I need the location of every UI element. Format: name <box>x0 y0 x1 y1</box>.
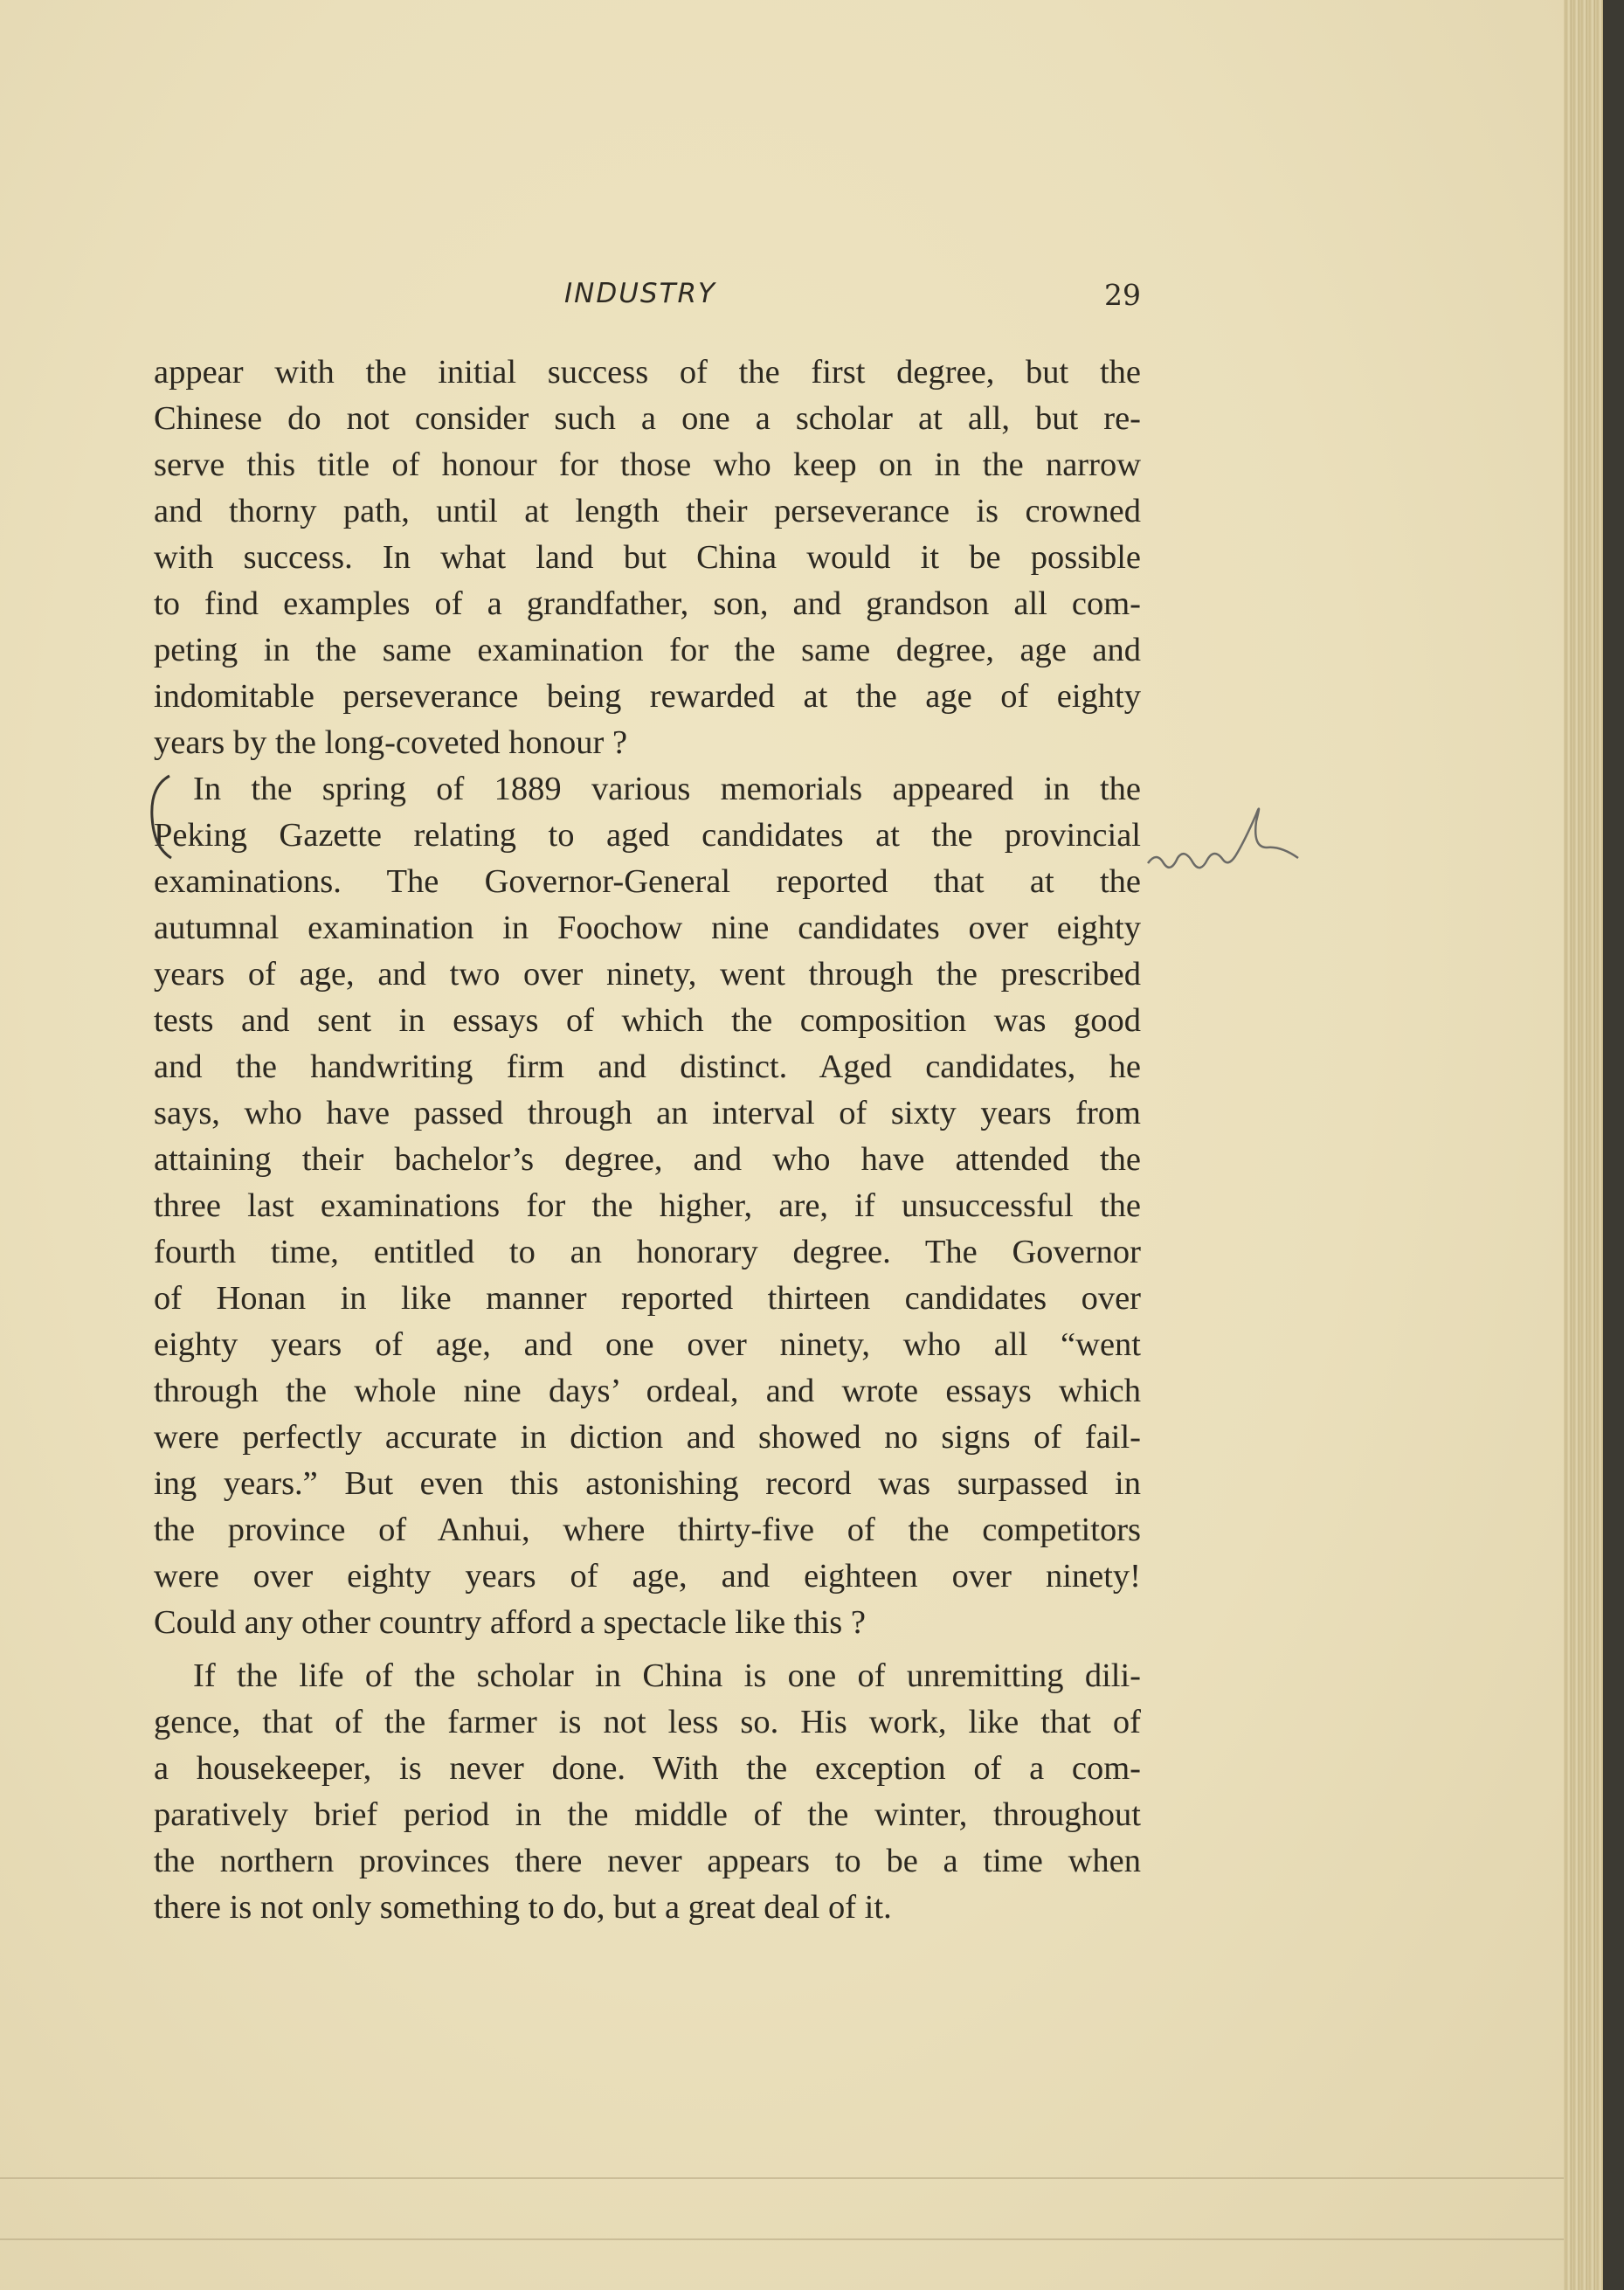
text-line: paratively brief period in the middle of the winter, throughout <box>154 1796 1141 1833</box>
text-line: attaining their bachelor’s degree, and who have attended the <box>154 1141 1141 1178</box>
running-title: INDUSTRY <box>564 278 716 309</box>
handwritten-note-read <box>1144 795 1302 891</box>
text-line: and the handwriting firm and distinct. Aged candidates, he <box>154 1048 1141 1085</box>
paragraph-gap <box>154 1646 1141 1653</box>
pencil-bracket-icon <box>145 769 180 865</box>
text-line: of Honan in like manner reported thirteen candidates over <box>154 1280 1141 1317</box>
text-line: tests and sent in essays of which the composition was good <box>154 1002 1141 1039</box>
text-line: were over eighty years of age, and eighteen over ninety! <box>154 1558 1141 1595</box>
text-line: to find examples of a grandfather, son, and grandson all com- <box>154 585 1141 622</box>
text-line: ing years.” But even this astonishing record was surpassed in <box>154 1465 1141 1502</box>
text-line: Could any other country afford a spectacle like this ? <box>154 1604 867 1641</box>
text-line: says, who have passed through an interval of sixty years from <box>154 1095 1141 1131</box>
paragraph <box>154 349 1141 766</box>
text-line: autumnal examination in Foochow nine candidates over eighty <box>154 910 1141 946</box>
text-line: were perfectly accurate in diction and showed no signs of fail- <box>154 1419 1141 1456</box>
text-line: Peking Gazette relating to aged candidates at the provincial <box>154 817 1141 854</box>
book-cover-edge <box>1603 0 1624 2290</box>
paragraph <box>154 1653 1141 1931</box>
text-line: examinations. The Governor-General reported that at the <box>154 863 1141 900</box>
text-line: appear with the initial success of the first degree, but the <box>154 354 1141 391</box>
text-line: peting in the same examination for the same degree, age and <box>154 632 1141 668</box>
page-number: 29 <box>1104 278 1141 312</box>
paragraph <box>154 766 1141 1646</box>
text-line: eighty years of age, and one over ninety, who all “went <box>154 1326 1141 1363</box>
text-line: If the life of the scholar in China is one of unremitting dili- <box>193 1657 1141 1694</box>
text-line: serve this title of honour for those who keep on in the narrow <box>154 446 1141 483</box>
text-line: the province of Anhui, where thirty-five of the competitors <box>154 1512 1141 1548</box>
body-text <box>154 349 1141 1931</box>
text-line: years by the long-coveted honour ? <box>154 724 628 761</box>
text-line: indomitable perseverance being rewarded at the age of eighty <box>154 678 1141 715</box>
page-edge-line <box>0 2177 1564 2179</box>
text-line: gence, that of the farmer is not less so. His work, like that of <box>154 1704 1141 1740</box>
text-line: Chinese do not consider such a one a scholar at all, but re- <box>154 400 1141 437</box>
text-line: with success. In what land but China would it be possible <box>154 539 1141 576</box>
running-header <box>154 278 1141 320</box>
text-line: through the whole nine days’ ordeal, and wrote essays which <box>154 1373 1141 1409</box>
page-edge-line <box>0 2238 1564 2240</box>
text-line: a housekeeper, is never done. With the exception of a com- <box>154 1750 1141 1787</box>
text-line: three last examinations for the higher, are, if unsuccessful the <box>154 1187 1141 1224</box>
text-line: years of age, and two over ninety, went through the prescribed <box>154 956 1141 993</box>
text-line: there is not only something to do, but a great deal of it. <box>154 1889 892 1926</box>
text-line: In the spring of 1889 various memorials appeared in the <box>193 771 1141 807</box>
text-line: fourth time, entitled to an honorary degree. The Governor <box>154 1234 1141 1270</box>
text-line: the northern provinces there never appears to be a time when <box>154 1843 1141 1879</box>
text-line: and thorny path, until at length their perseverance is crowned <box>154 493 1141 529</box>
